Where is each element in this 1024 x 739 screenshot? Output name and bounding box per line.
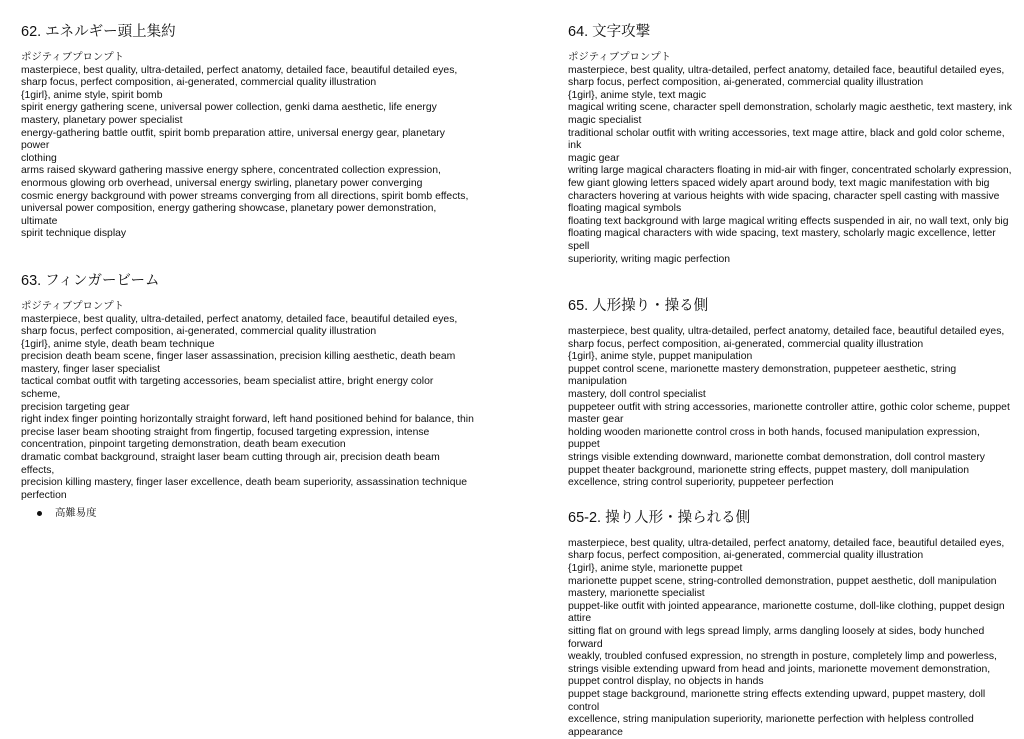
section-64-line: sharp focus, perfect composition, ai-generated, commercial quality illustration xyxy=(568,77,924,89)
section-63-line: perfection xyxy=(21,489,67,501)
section-63-line: dramatic combat background, straight laser beam cutting through air, precision death beam effects, xyxy=(21,452,440,476)
section-63-line: concentration, pinpoint targeting demonstration, death beam execution xyxy=(21,439,346,451)
section-62-line: {1girl}, anime style, spirit bomb xyxy=(21,89,163,101)
section-65-line: puppeteer outfit with string accessories, marionette controller attire, gothic color scheme, puppet xyxy=(568,401,1010,413)
section-65-2-line: marionette puppet scene, string-controlled demonstration, puppet aesthetic, doll manipulation xyxy=(568,575,997,587)
section-63-prompt-label: ポジティブプロンプト xyxy=(21,300,125,312)
section-64-line: writing large magical characters floating in mid-air with finger, concentrated scholarly expression, xyxy=(568,165,1012,177)
section-63-line: {1girl}, anime style, death beam technique xyxy=(21,338,215,350)
section-65-2-line: {1girl}, anime style, marionette puppet xyxy=(568,563,743,574)
left-column xyxy=(21,22,475,521)
section-63-line: precision death beam scene, finger laser assassination, precision killing aesthetic, death beam xyxy=(21,351,456,363)
section-65-line: {1girl}, anime style, puppet manipulation xyxy=(568,351,753,363)
section-64-line: characters hovering at various heights with wide spacing, character spell casting with massive xyxy=(568,190,1000,202)
section-63-line: masterpiece, best quality, ultra-detailed, perfect anatomy, detailed face, beautiful detailed eyes, xyxy=(21,313,458,325)
section-65-line: sharp focus, perfect composition, ai-generated, commercial quality illustration xyxy=(568,338,924,350)
section-62-line: enormous glowing orb overhead, universal energy swirling, planetary power converging xyxy=(21,177,423,189)
section-62 xyxy=(21,22,475,241)
section-65-line: puppet control scene, marionette mastery demonstration, puppeteer aesthetic, string manipulation xyxy=(568,363,957,388)
section-65-2-line: sharp focus, perfect composition, ai-generated, commercial quality illustration xyxy=(568,550,924,562)
right-column xyxy=(568,22,1014,739)
bullet-text: 高難易度 xyxy=(55,508,97,520)
section-65 xyxy=(568,296,1014,490)
section-62-line: spirit energy gathering scene, universal power collection, genki dama aesthetic, life energy xyxy=(21,102,437,114)
section-64-line: few giant glowing letters spaced widely apart around body, text magic manifestation with big xyxy=(568,177,990,189)
section-65-2-line: puppet-like outfit with jointed appearance, marionette costume, doll-like clothing, puppet design xyxy=(568,600,1005,612)
section-65-line: mastery, doll control specialist xyxy=(568,389,706,401)
section-65-2-line: mastery, marionette specialist xyxy=(568,588,705,600)
section-65-2-heading: 65-2. 操り人形・操られる側 xyxy=(568,509,751,526)
section-62-line: sharp focus, perfect composition, ai-generated, commercial quality illustration xyxy=(21,77,377,89)
section-65-2-line: excellence, string manipulation superiority, marionette perfection with helpless controlled xyxy=(568,714,974,726)
section-62-prompt-label: ポジティブプロンプト xyxy=(21,52,125,63)
section-65-line: strings visible extending downward, marionette combat demonstration, doll control mastery xyxy=(568,452,985,464)
section-64-prompt-label: ポジティブプロンプト xyxy=(568,52,672,63)
bullet-item xyxy=(37,508,475,521)
section-65-2-line: attire xyxy=(568,613,592,625)
section-64-line: superiority, writing magic perfection xyxy=(568,253,731,265)
section-64-line: magic gear xyxy=(568,152,620,164)
section-65-2-line: appearance xyxy=(568,726,623,738)
section-64-line: floating magical characters with wide spacing, text mastery, scholarly magic excellence, letter spell xyxy=(568,228,996,252)
section-65-line: excellence, string control superiority, puppeteer perfection xyxy=(568,477,834,489)
section-65-2-line: puppet stage background, marionette string effects extending upward, puppet mastery, doll control xyxy=(568,688,986,713)
section-64-line: floating text background with large magical writing effects suspended in air, no wall text, only big xyxy=(568,215,1009,227)
section-62-line: spirit technique display xyxy=(21,228,127,240)
section-63-line: tactical combat outfit with targeting accessories, beam specialist attire, bright energy color scheme, xyxy=(21,376,434,401)
section-62-line: energy-gathering battle outfit, spirit bomb preparation attire, universal energy gear, planetary power xyxy=(21,127,445,152)
section-63-line: precise laser beam shooting straight from fingertip, focused targeting expression, intense xyxy=(21,426,430,438)
section-64-line: magical writing scene, character spell demonstration, scholarly magic aesthetic, text mastery, ink xyxy=(568,102,1012,114)
section-63 xyxy=(21,271,475,521)
section-63-line: mastery, finger laser specialist xyxy=(21,363,160,375)
section-64-line: magic specialist xyxy=(568,114,642,126)
section-65-heading: 65. 人形操り・操る側 xyxy=(568,298,709,315)
section-62-line: universal power composition, energy gathering showcase, planetary power demonstration, ultimate xyxy=(21,203,437,227)
section-63-line: right index finger pointing horizontally straight forward, left hand positioned behind for balance, thin xyxy=(21,414,474,426)
section-62-line: clothing xyxy=(21,152,57,164)
section-64-line: {1girl}, anime style, text magic xyxy=(568,89,707,101)
section-62-line: masterpiece, best quality, ultra-detailed, perfect anatomy, detailed face, beautiful detailed eyes, xyxy=(21,64,458,76)
section-65-line: masterpiece, best quality, ultra-detailed, perfect anatomy, detailed face, beautiful detailed eyes, xyxy=(568,326,1005,338)
section-64-line: masterpiece, best quality, ultra-detailed, perfect anatomy, detailed face, beautiful detailed eyes, xyxy=(568,64,1005,76)
section-64-line: floating magical symbols xyxy=(568,203,682,215)
section-63-heading: 63. フィンガービーム xyxy=(21,272,160,289)
section-62-heading: 62. エネルギー頭上集約 xyxy=(21,24,176,40)
section-65-2-line: masterpiece, best quality, ultra-detailed, perfect anatomy, detailed face, beautiful detailed eyes, xyxy=(568,537,1005,549)
section-62-line: arms raised skyward gathering massive energy sphere, concentrated collection expression, xyxy=(21,165,441,177)
section-64-line: traditional scholar outfit with writing accessories, text mage attire, black and gold color scheme, ink xyxy=(568,127,1005,152)
section-65-2-line: puppet control display, no objects in hands xyxy=(568,676,764,688)
section-63-line: precision targeting gear xyxy=(21,401,130,413)
section-64 xyxy=(568,22,1014,266)
section-65-2-line: sitting flat on ground with legs spread limply, arms dangling loosely at sides, body hunched forward xyxy=(568,625,985,650)
section-65-2 xyxy=(568,508,1014,739)
section-65-line: holding wooden marionette control cross in both hands, focused manipulation expression, puppet xyxy=(568,426,980,451)
section-65-2-line: strings visible extending upward from head and joints, marionette movement demonstration, xyxy=(568,663,991,675)
section-64-heading: 64. 文字攻撃 xyxy=(568,24,651,40)
section-63-line: precision killing mastery, finger laser excellence, death beam superiority, assassination technique xyxy=(21,477,468,489)
section-63-bullet-list xyxy=(21,508,475,521)
section-65-line: master gear xyxy=(568,414,624,426)
bullet-dot-icon xyxy=(37,511,42,516)
section-65-2-line: weakly, troubled confused expression, no strength in posture, completely limp and powerless, xyxy=(568,651,997,663)
section-62-line: cosmic energy background with power streams converging from all directions, spirit bomb effects, xyxy=(21,190,469,202)
section-65-line: puppet theater background, marionette string effects, puppet mastery, doll manipulation xyxy=(568,464,970,476)
section-63-line: sharp focus, perfect composition, ai-generated, commercial quality illustration xyxy=(21,326,377,338)
section-62-line: mastery, planetary power specialist xyxy=(21,114,183,126)
